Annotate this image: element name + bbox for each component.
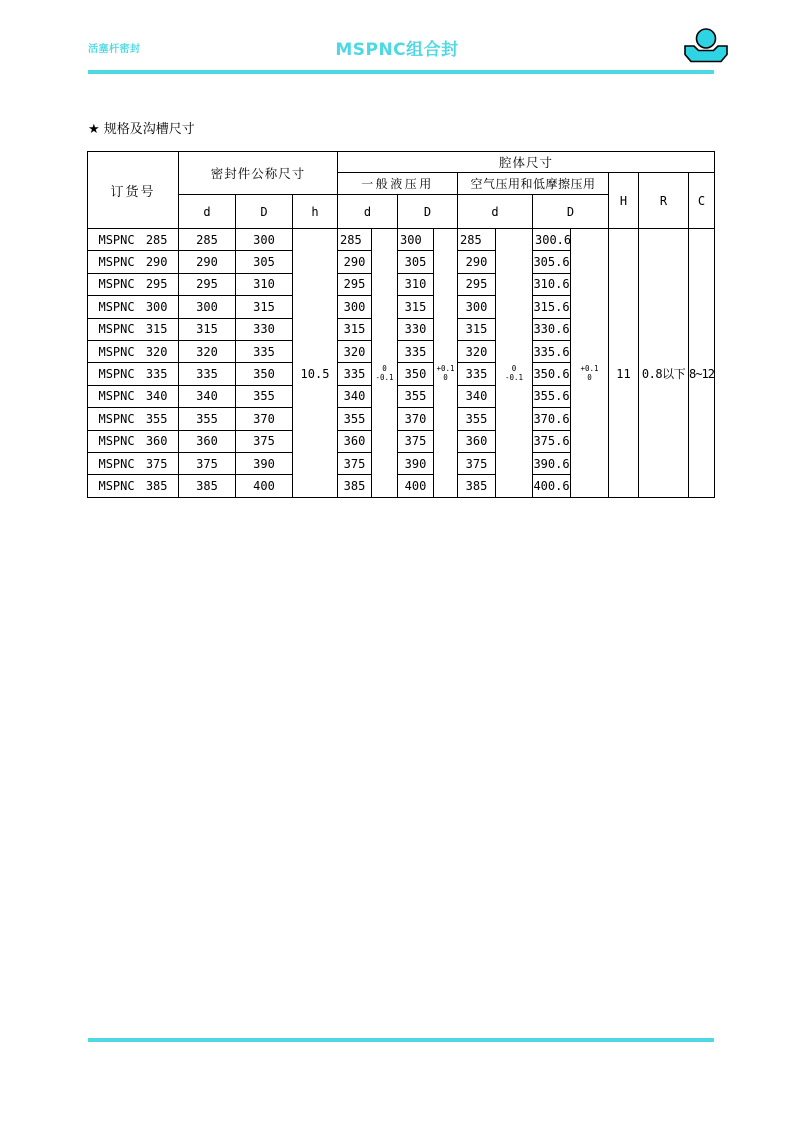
cell-seal-D: 400: [236, 475, 293, 497]
cell-seal-d: 295: [179, 274, 236, 296]
col-header-seal-d: d: [179, 195, 236, 229]
cell-pneu-D: 390.6: [533, 453, 571, 475]
category-label: 活塞杆密封: [88, 44, 141, 55]
tolerance-pneu-D: [571, 229, 609, 498]
cell-hyd-D: 310: [398, 274, 434, 296]
cell-order: MSPNC 315: [88, 319, 179, 341]
cell-hyd-d: 320: [338, 341, 372, 363]
col-header-cavity: 腔体尺寸: [338, 152, 715, 173]
cell-seal-D: 390: [236, 453, 293, 475]
tolerance-upper: +0.1: [436, 364, 455, 374]
cell-seal-D: 330: [236, 319, 293, 341]
cell-hyd-D: 370: [398, 408, 434, 430]
cell-pneu-D: 335.6: [533, 341, 571, 363]
tolerance-hyd-D: [434, 229, 458, 498]
cell-pneu-D: 370.6: [533, 408, 571, 430]
col-header-order-no: 订货号: [88, 152, 179, 229]
cell-pneu-d: 355: [458, 408, 496, 430]
page-title: MSPNC组合封: [335, 40, 459, 60]
cell-hyd-d: 360: [338, 431, 372, 453]
cell-seal-d: 355: [179, 408, 236, 430]
cell-hyd-d: 340: [338, 386, 372, 408]
cell-pneu-D: 310.6: [533, 274, 571, 296]
cell-pneu-d: 385: [458, 475, 496, 497]
cell-hyd-d: 335: [338, 363, 372, 385]
col-header-C: C: [689, 173, 715, 229]
cell-hyd-d: 315: [338, 319, 372, 341]
cell-order: MSPNC 375: [88, 453, 179, 475]
cell-pneu-D: 305.6: [533, 251, 571, 273]
col-header-hyd-d: d: [338, 195, 398, 229]
col-header-hydraulic: 一般液压用: [338, 173, 458, 195]
cell-pneu-D: 375.6: [533, 431, 571, 453]
tolerance-lower: 0: [587, 372, 592, 382]
cell-seal-D: 370: [236, 408, 293, 430]
tolerance-hyd-d: [372, 229, 398, 498]
col-header-seal-D: D: [236, 195, 293, 229]
cell-pneu-D: 315.6: [533, 296, 571, 318]
cell-seal-D: 375: [236, 431, 293, 453]
tolerance-pneu-d: [496, 229, 533, 498]
cell-seal-D: 335: [236, 341, 293, 363]
cell-seal-d: 320: [179, 341, 236, 363]
cell-pneu-D: 350.6: [533, 363, 571, 385]
cell-pneu-d: 300: [458, 296, 496, 318]
cell-order: MSPNC 355: [88, 408, 179, 430]
col-header-seal-nominal: 密封件公称尺寸: [179, 152, 338, 195]
cell-hyd-D: 315: [398, 296, 434, 318]
shared-h-value: 10.5: [293, 229, 338, 498]
cell-seal-D: 305: [236, 251, 293, 273]
cell-pneu-d: 335: [458, 363, 496, 385]
col-header-pneu-d: d: [458, 195, 533, 229]
cell-hyd-D: 330: [398, 319, 434, 341]
col-header-hyd-D: D: [398, 195, 458, 229]
header-divider: [88, 70, 714, 74]
col-header-pneu-D: D: [533, 195, 609, 229]
cell-pneu-d: 295: [458, 274, 496, 296]
shared-C-value: 8~12: [689, 229, 715, 498]
cell-order: MSPNC 295: [88, 274, 179, 296]
cell-hyd-d: 285: [338, 229, 372, 251]
cell-hyd-d: 375: [338, 453, 372, 475]
cell-seal-d: 340: [179, 386, 236, 408]
cell-order: MSPNC 335: [88, 363, 179, 385]
cell-seal-d: 375: [179, 453, 236, 475]
cell-seal-d: 360: [179, 431, 236, 453]
cell-pneu-d: 360: [458, 431, 496, 453]
shared-R-value: 0.8以下: [639, 229, 689, 498]
footer-divider: [88, 1038, 714, 1042]
cell-hyd-d: 295: [338, 274, 372, 296]
col-header-h: h: [293, 195, 338, 229]
cell-seal-d: 335: [179, 363, 236, 385]
cell-hyd-d: 300: [338, 296, 372, 318]
cell-seal-d: 315: [179, 319, 236, 341]
tolerance-upper: 0: [511, 364, 517, 374]
cell-seal-d: 285: [179, 229, 236, 251]
cell-order: MSPNC 320: [88, 341, 179, 363]
cell-seal-D: 310: [236, 274, 293, 296]
cell-pneu-D: 330.6: [533, 319, 571, 341]
cell-seal-D: 355: [236, 386, 293, 408]
cell-seal-d: 385: [179, 475, 236, 497]
cell-hyd-D: 375: [398, 431, 434, 453]
col-header-R: R: [639, 173, 689, 229]
cell-seal-d: 300: [179, 296, 236, 318]
cell-hyd-d: 290: [338, 251, 372, 273]
circle-over-seal-logo-svg: [684, 27, 728, 63]
cell-order: MSPNC 300: [88, 296, 179, 318]
col-header-pneumatic: 空气压用和低摩擦压用: [458, 173, 609, 195]
cell-pneu-d: 340: [458, 386, 496, 408]
cell-order: MSPNC 385: [88, 475, 179, 497]
cell-pneu-d: 320: [458, 341, 496, 363]
tolerance-upper: +0.1: [580, 364, 599, 374]
cell-seal-D: 300: [236, 229, 293, 251]
tolerance-lower: 0: [443, 372, 448, 382]
cell-hyd-d: 355: [338, 408, 372, 430]
tolerance-upper: 0: [382, 364, 387, 374]
cell-order: MSPNC 360: [88, 431, 179, 453]
col-header-H: H: [609, 173, 639, 229]
cell-order: MSPNC 290: [88, 251, 179, 273]
cell-hyd-D: 350: [398, 363, 434, 385]
cell-pneu-d: 290: [458, 251, 496, 273]
cell-hyd-D: 400: [398, 475, 434, 497]
cell-hyd-D: 335: [398, 341, 434, 363]
shared-H-value: 11: [609, 229, 639, 498]
section-title: ★ 规格及沟槽尺寸: [88, 122, 195, 137]
cell-hyd-D: 300: [398, 229, 434, 251]
cell-pneu-d: 375: [458, 453, 496, 475]
cell-seal-d: 290: [179, 251, 236, 273]
cell-hyd-D: 355: [398, 386, 434, 408]
cell-pneu-d: 315: [458, 319, 496, 341]
spec-table: [87, 151, 715, 498]
cell-seal-D: 350: [236, 363, 293, 385]
cell-hyd-D: 390: [398, 453, 434, 475]
cell-pneu-D: 300.6: [533, 229, 571, 251]
cell-pneu-d: 285: [458, 229, 496, 251]
tolerance-lower: -0.1: [375, 372, 394, 382]
cell-hyd-D: 305: [398, 251, 434, 273]
cell-hyd-d: 385: [338, 475, 372, 497]
cell-pneu-D: 355.6: [533, 386, 571, 408]
cell-seal-D: 315: [236, 296, 293, 318]
cell-pneu-D: 400.6: [533, 475, 571, 497]
brand-logo-icon: [684, 27, 728, 63]
cell-order: MSPNC 285: [88, 229, 179, 251]
cell-order: MSPNC 340: [88, 386, 179, 408]
tolerance-lower: -0.1: [504, 372, 524, 382]
